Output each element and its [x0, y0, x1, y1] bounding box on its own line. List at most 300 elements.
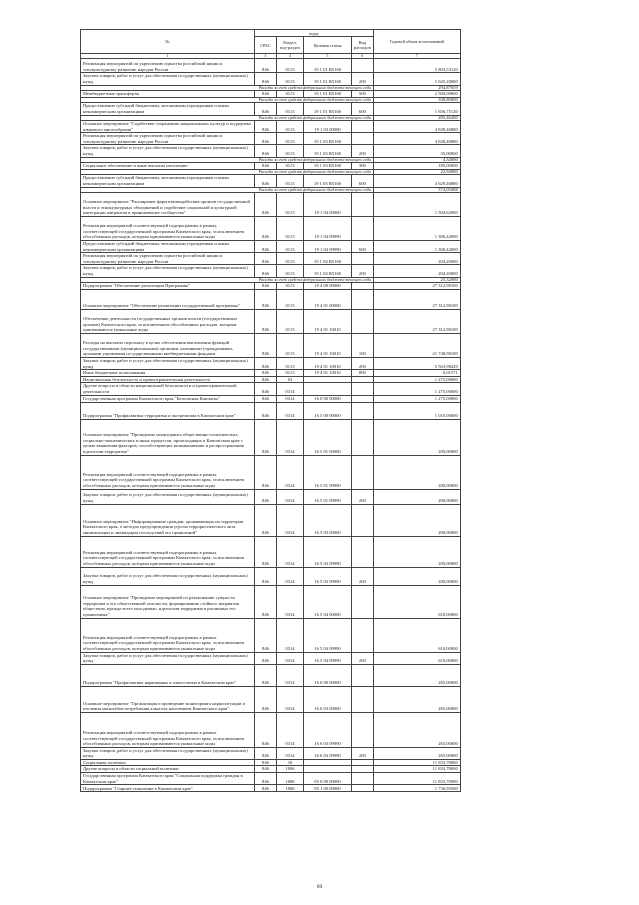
amount-cell: 1 300,42000: [373, 240, 460, 252]
expense-type-cell: 200: [352, 265, 374, 277]
header-sum: Годовой объем ассигнований: [373, 30, 460, 54]
expense-type-cell: 300: [352, 162, 374, 169]
target-article-cell: 19 1 03 R5160: [304, 133, 352, 145]
target-article-cell: 16 5 04 09990: [304, 618, 352, 652]
table-row: [81, 216, 461, 240]
description-cell: Закупка товаров, работ и услуг для обеспечения государственных (муниципальных) нужд: [81, 652, 255, 664]
target-article-cell: 16 6 00 00000: [304, 664, 352, 686]
target-article-cell: 16 6 03 00000: [304, 686, 352, 712]
target-article-cell: 19 4 01 10010: [304, 357, 352, 369]
table-row: [81, 133, 461, 145]
table-body: [81, 59, 461, 792]
table-row: [81, 652, 461, 664]
grbs-cell: 846: [255, 253, 277, 265]
expense-type-cell: 200: [352, 652, 374, 664]
expense-type-cell: 200: [352, 145, 374, 157]
grbs-cell: 846: [255, 773, 277, 785]
expense-type-cell: 600: [352, 240, 374, 252]
table-row: [81, 376, 461, 383]
amount-cell: 4,34000: [373, 157, 460, 162]
description-cell: Закупка товаров, работ и услуг для обеспечения государственных (муниципальных) нужд: [81, 489, 255, 504]
amount-cell: 35,00000: [373, 145, 460, 157]
header-expense-type: Вид расходов: [352, 37, 374, 54]
grbs-cell: 846: [255, 133, 277, 145]
description-cell: Подпрограмма "Профилактика терроризма и экстремизма в Камчатском крае": [81, 402, 255, 419]
description-cell: Предоставление субсидий бюджетным, автономным учреждениям и иным некоммерческим организациям: [81, 175, 255, 187]
description-cell: Государственная программа Камчатского края "Социальная поддержка граждан в Камчатском крае": [81, 773, 255, 785]
table-row: [81, 712, 461, 747]
target-article-cell: 19 1 03 R5160: [304, 145, 352, 157]
table-row: [81, 419, 461, 455]
section-cell: 0314: [277, 402, 304, 419]
table-row: [81, 747, 461, 759]
index-cell: 1: [81, 54, 255, 59]
section-cell: 0113: [277, 357, 304, 369]
section-cell: 0314: [277, 455, 304, 489]
amount-cell: 22,94000: [373, 169, 460, 174]
description-cell: Реализация мероприятий соответствующей подпрограммы в рамках соответствующей государственной программы Камчатского края, за исключением обособленных расходов, которым присваиваются уникальные коды: [81, 536, 255, 567]
expense-type-cell: [352, 686, 374, 712]
description-cell: Закупка товаров, работ и услуг для обеспечения государственных (муниципальных) нужд: [81, 145, 255, 157]
expense-type-cell: [352, 282, 374, 289]
table-row: [81, 333, 461, 357]
description-cell: Реализация мероприятий по укреплению единства российской нации и этнокультурному развитию народов России: [81, 59, 255, 73]
amount-cell: 4 629,46880: [373, 175, 460, 187]
section-cell: 0113: [277, 253, 304, 265]
table-row: [81, 686, 461, 712]
note-text: Расходы за счет средств федерального бюджета текущего года: [255, 98, 374, 103]
target-article-cell: 19 1 04 R5160: [304, 253, 352, 265]
grbs-cell: 846: [255, 370, 277, 377]
table-row: [81, 766, 461, 773]
amount-cell: 200,00000: [373, 489, 460, 504]
grbs-cell: 846: [255, 383, 277, 395]
amount-cell: 25,32080: [373, 277, 460, 282]
amount-cell: 5 803,53120: [373, 59, 460, 73]
target-article-cell: 19 1 01 R5160: [304, 73, 352, 85]
section-cell: 1006: [277, 766, 304, 773]
section-cell: 0314: [277, 686, 304, 712]
target-article-cell: 19 1 01 R5160: [304, 59, 352, 73]
note-text: Расходы за счет средств федерального бюджета текущего года: [255, 85, 374, 90]
amount-cell: 1 736,95500: [373, 785, 460, 792]
header-grbs: ГРБС: [255, 37, 277, 54]
table-row: [81, 282, 461, 289]
amount-cell: 265,00000: [373, 712, 460, 747]
amount-cell: 0,01571: [373, 370, 460, 377]
amount-cell: 2 500,00000: [373, 91, 460, 98]
grbs-cell: 846: [255, 121, 277, 133]
target-article-cell: 19 1 04 09990: [304, 240, 352, 252]
target-article-cell: 19 1 04 00000: [304, 192, 352, 216]
section-cell: 1006: [277, 785, 304, 792]
description-cell: Социальная политика: [81, 759, 255, 766]
target-article-cell: 16 5 01 00000: [304, 419, 352, 455]
grbs-cell: 846: [255, 785, 277, 792]
grbs-cell: 846: [255, 652, 277, 664]
table-row: [81, 773, 461, 785]
section-cell: 0314: [277, 395, 304, 402]
grbs-cell: 846: [255, 585, 277, 618]
amount-cell: 11 833,78000: [373, 766, 460, 773]
section-cell: 0314: [277, 504, 304, 536]
note-text: Расходы за счет средств федерального бюджета текущего года: [255, 157, 374, 162]
grbs-cell: 846: [255, 282, 277, 289]
page-number: 69: [316, 884, 323, 890]
description-cell: Реализация мероприятий соответствующей подпрограммы в рамках соответствующей государственной программы Камчатского края, за исключением обособленных расходов, которым присваиваются уникальные коды: [81, 712, 255, 747]
target-article-cell: [304, 766, 352, 773]
grbs-cell: 846: [255, 265, 277, 277]
amount-cell: 294,87659: [373, 85, 460, 90]
description-cell: Основное мероприятие "Организация и проведение мониторинга наркоситуации и изучения масштабов потребления алкоголя населением Камчатского края": [81, 686, 255, 712]
expense-type-cell: [352, 504, 374, 536]
target-article-cell: 19 4 01 10010: [304, 370, 352, 377]
expense-type-cell: [352, 289, 374, 309]
section-cell: 10: [277, 759, 304, 766]
index-cell: 7: [373, 54, 460, 59]
grbs-cell: 846: [255, 240, 277, 252]
section-cell: 0113: [277, 216, 304, 240]
target-article-cell: 19 1 03 00000: [304, 121, 352, 133]
target-article-cell: 16 5 04 00000: [304, 585, 352, 618]
grbs-cell: 846: [255, 567, 277, 585]
target-article-cell: 19 4 01 00000: [304, 289, 352, 309]
description-cell: Реализация мероприятий соответствующей подпрограммы в рамках соответствующей государственной программы Камчатского края, за исключением обособленных расходов, которым присваиваются уникальные коды: [81, 455, 255, 489]
description-cell: Другие вопросы в области национальной безопасности и правоохранительной деятельности: [81, 383, 255, 395]
amount-cell: 200,00000: [373, 455, 460, 489]
amount-cell: 1 504,62000: [373, 192, 460, 216]
amount-cell: 1 010,00000: [373, 402, 460, 419]
note-text: Расходы за счет средств федерального бюджета текущего года: [255, 115, 374, 120]
description-cell: Основное мероприятие "Информирование граждан, проживающих на территории Камчатского края, о методах предупреждения угрозы террористического акта, минимизации и ликвидации последствий его проявлений": [81, 504, 255, 536]
target-article-cell: 19 1 01 R5160: [304, 103, 352, 115]
amount-cell: 11 833,78000: [373, 759, 460, 766]
grbs-cell: 846: [255, 402, 277, 419]
expense-type-cell: [352, 664, 374, 686]
table-row: [81, 370, 461, 377]
section-cell: 0113: [277, 103, 304, 115]
description-cell: Реализация мероприятий по укреплению единства российской нации и этнокультурному развитию народов России: [81, 133, 255, 145]
grbs-cell: 846: [255, 376, 277, 383]
section-cell: 0314: [277, 664, 304, 686]
table-row: [81, 59, 461, 73]
expense-type-cell: [352, 766, 374, 773]
grbs-cell: 846: [255, 192, 277, 216]
amount-cell: 185,00000: [373, 162, 460, 169]
target-article-cell: 16 5 00 00000: [304, 402, 352, 419]
section-cell: 0314: [277, 712, 304, 747]
grbs-cell: 846: [255, 309, 277, 333]
section-cell: 0113: [277, 282, 304, 289]
table-row: [81, 618, 461, 652]
grbs-cell: 846: [255, 536, 277, 567]
grbs-cell: 846: [255, 216, 277, 240]
target-article-cell: 19 1 04 R5160: [304, 265, 352, 277]
section-cell: 0314: [277, 536, 304, 567]
grbs-cell: 846: [255, 766, 277, 773]
target-article-cell: 19 1 01 R5160: [304, 91, 352, 98]
amount-cell: 610,00000: [373, 618, 460, 652]
grbs-cell: 846: [255, 103, 277, 115]
expense-type-cell: 800: [352, 370, 374, 377]
target-article-cell: 16 5 01 09990: [304, 489, 352, 504]
grbs-cell: 846: [255, 145, 277, 157]
expense-type-cell: 200: [352, 567, 374, 585]
amount-cell: 265,00000: [373, 664, 460, 686]
note-text: Расходы за счет средств федерального бюджета текущего года: [255, 277, 374, 282]
section-cell: 0113: [277, 309, 304, 333]
grbs-cell: 846: [255, 333, 277, 357]
target-article-cell: 16 6 03 09990: [304, 747, 352, 759]
table-row: [81, 383, 461, 395]
amount-cell: 265,00000: [373, 747, 460, 759]
amount-cell: 27 312,90100: [373, 282, 460, 289]
amount-cell: 204,20000: [373, 265, 460, 277]
amount-cell: 1 300,42000: [373, 216, 460, 240]
amount-cell: 4 849,46880: [373, 133, 460, 145]
table-row: [81, 103, 461, 115]
expense-type-cell: 600: [352, 103, 374, 115]
section-cell: 0113: [277, 265, 304, 277]
section-cell: 0314: [277, 585, 304, 618]
section-cell: 0113: [277, 145, 304, 157]
section-cell: 0113: [277, 192, 304, 216]
amount-cell: 265,00000: [373, 686, 460, 712]
expense-type-cell: 200: [352, 489, 374, 504]
target-article-cell: 16 5 03 09990: [304, 567, 352, 585]
table-row: [81, 265, 461, 277]
amount-cell: 204,20000: [373, 253, 460, 265]
expense-type-cell: 200: [352, 747, 374, 759]
description-cell: Основное мероприятие "Проведение мероприятий по разъяснению сущности терроризма и его общественной опасности, формированию стойкого неприятия обществом, прежде всего молодежью, идеологии терроризма в различных его проявлениях": [81, 585, 255, 618]
table-row: [81, 309, 461, 333]
section-cell: 1006: [277, 773, 304, 785]
amount-cell: 27 312,90100: [373, 289, 460, 309]
table-row: [81, 91, 461, 98]
expense-type-cell: [352, 759, 374, 766]
target-article-cell: [304, 376, 352, 383]
description-cell: Основное мероприятие "Обеспечение реализации государственной программы": [81, 289, 255, 309]
grbs-cell: 846: [255, 618, 277, 652]
grbs-cell: 846: [255, 73, 277, 85]
expense-type-cell: [352, 419, 374, 455]
grbs-cell: 846: [255, 712, 277, 747]
amount-cell: 1 275,00000: [373, 383, 460, 395]
amount-cell: 1 275,00000: [373, 395, 460, 402]
description-cell: Социальное обеспечение и иные выплаты населению: [81, 162, 255, 169]
amount-cell: 610,00000: [373, 585, 460, 618]
header-razdel: Раздел, под-раздел: [277, 37, 304, 54]
amount-cell: 610,00000: [373, 652, 460, 664]
description-cell: Обеспечение деятельности государственных органов власти (государственных органов) Камчатского края, за исключением обособленных расходов, которым присваиваются уникальные коды: [81, 309, 255, 333]
section-cell: 0113: [277, 240, 304, 252]
target-article-cell: 05 0 00 00000: [304, 773, 352, 785]
target-article-cell: [304, 383, 352, 395]
description-cell: Закупка товаров, работ и услуг для обеспечения государственных (муниципальных) нужд: [81, 357, 255, 369]
amount-cell: 200,00000: [373, 419, 460, 455]
section-cell: 0113: [277, 175, 304, 187]
index-cell: 6: [352, 54, 374, 59]
expense-type-cell: [352, 712, 374, 747]
amount-cell: 21 748,90100: [373, 333, 460, 357]
expense-type-cell: [352, 309, 374, 333]
description-cell: Реализация мероприятий соответствующей подпрограммы в рамках соответствующей государственной программы Камчатского края, за исключением обособленных расходов, которым присваиваются уникальные коды: [81, 216, 255, 240]
table-row: [81, 536, 461, 567]
amount-cell: 338,80000: [373, 98, 460, 103]
table-row: [81, 175, 461, 187]
description-cell: Подпрограмма "Профилактика наркомании и алкоголизма в Камчатском крае": [81, 664, 255, 686]
header-codes-group: коды: [255, 30, 374, 37]
expense-type-cell: [352, 192, 374, 216]
grbs-cell: 846: [255, 357, 277, 369]
index-cell: 4: [277, 54, 304, 59]
table-row: [81, 162, 461, 169]
expense-type-cell: [352, 455, 374, 489]
expense-type-cell: 500: [352, 91, 374, 98]
expense-type-cell: 200: [352, 73, 374, 85]
table-row: [81, 253, 461, 265]
expense-type-cell: [352, 121, 374, 133]
expense-type-cell: [352, 216, 374, 240]
expense-type-cell: 200: [352, 357, 374, 369]
grbs-cell: 846: [255, 686, 277, 712]
target-article-cell: 05 1 00 00000: [304, 785, 352, 792]
section-cell: 0113: [277, 162, 304, 169]
table-row: [81, 395, 461, 402]
expense-type-cell: [352, 253, 374, 265]
index-cell: 5: [304, 54, 352, 59]
description-cell: Национальная безопасность и правоохранительная деятельность: [81, 376, 255, 383]
amount-cell: 1 656,75120: [373, 103, 460, 115]
target-article-cell: 16 6 03 09990: [304, 712, 352, 747]
section-cell: 0314: [277, 567, 304, 585]
section-cell: 0113: [277, 370, 304, 377]
target-article-cell: 19 1 04 09990: [304, 216, 352, 240]
section-cell: 0113: [277, 73, 304, 85]
grbs-cell: 846: [255, 455, 277, 489]
expense-type-cell: [352, 773, 374, 785]
section-cell: 0113: [277, 91, 304, 98]
target-article-cell: 19 4 01 10010: [304, 309, 352, 333]
section-cell: 0314: [277, 652, 304, 664]
grbs-cell: 846: [255, 759, 277, 766]
target-article-cell: 16 5 03 09990: [304, 536, 352, 567]
target-article-cell: 16 5 03 00000: [304, 504, 352, 536]
expense-type-cell: [352, 402, 374, 419]
description-cell: Иные бюджетные ассигнования: [81, 370, 255, 377]
expense-type-cell: [352, 785, 374, 792]
grbs-cell: 846: [255, 162, 277, 169]
amount-cell: 1 275,00000: [373, 376, 460, 383]
amount-cell: 200,00000: [373, 567, 460, 585]
description-cell: Предоставление субсидий бюджетным, автономным учреждениям и иным некоммерческим организациям: [81, 103, 255, 115]
description-cell: Подпрограмма "Старшее поколение в Камчатском крае": [81, 785, 255, 792]
description-cell: Межбюджетные трансферты: [81, 91, 255, 98]
target-article-cell: 19 4 00 00000: [304, 282, 352, 289]
target-article-cell: 19 1 03 R5160: [304, 175, 352, 187]
index-cell: 3: [255, 54, 277, 59]
grbs-cell: 846: [255, 489, 277, 504]
section-cell: 0314: [277, 618, 304, 652]
table-row: [81, 240, 461, 252]
description-cell: Другие вопросы в области социальной политики: [81, 766, 255, 773]
section-cell: 0314: [277, 383, 304, 395]
description-cell: Реализация мероприятий по укреплению единства российской нации и этнокультурному развитию народов России: [81, 253, 255, 265]
description-cell: Закупка товаров, работ и услуг для обеспечения государственных (муниципальных) нужд: [81, 747, 255, 759]
amount-cell: 5 563,98429: [373, 357, 460, 369]
table-row: [81, 785, 461, 792]
grbs-cell: 846: [255, 664, 277, 686]
description-cell: Реализация мероприятий соответствующей подпрограммы в рамках соответствующей государственной программы Камчатского края, за исключением обособленных расходов, которым присваиваются уникальные коды: [81, 618, 255, 652]
expense-type-cell: [352, 376, 374, 383]
grbs-cell: 846: [255, 175, 277, 187]
table-row: [81, 489, 461, 504]
target-article-cell: 16 5 04 09990: [304, 652, 352, 664]
grbs-cell: 846: [255, 504, 277, 536]
amount-cell: 200,00000: [373, 536, 460, 567]
table-row: [81, 664, 461, 686]
header-target-article: Целевая статья: [304, 37, 352, 54]
table-row: [81, 504, 461, 536]
target-article-cell: 16 5 01 09990: [304, 455, 352, 489]
section-cell: 0113: [277, 289, 304, 309]
expense-type-cell: [352, 618, 374, 652]
description-cell: Основное мероприятие "Расширение форм взаимодействия органов государственной власти и этнокультурных объединений и содействие социальной и культурной интеграции мигрантов в принимающее сообщество": [81, 192, 255, 216]
table-row: [81, 145, 461, 157]
table-row: [81, 121, 461, 133]
expense-type-cell: 100: [352, 333, 374, 357]
table-row: [81, 585, 461, 618]
note-text: Расходы за счет средств федерального бюджета текущего года: [255, 187, 374, 192]
expense-type-cell: [352, 59, 374, 73]
table-row: [81, 759, 461, 766]
amount-cell: 1 645,20000: [373, 73, 460, 85]
target-article-cell: 19 1 03 R5160: [304, 162, 352, 169]
grbs-cell: 846: [255, 395, 277, 402]
section-cell: 0113: [277, 333, 304, 357]
expense-type-cell: [352, 395, 374, 402]
description-cell: Основное мероприятие "Проведение мониторинга общественно-политических, социально-экономических и иных процессов, происходящих в Камчатском крае с целью выявления факторов, способствующих возникновению и распространению идеологии терроризма": [81, 419, 255, 455]
target-article-cell: 19 4 01 10010: [304, 333, 352, 357]
grbs-cell: 846: [255, 419, 277, 455]
amount-cell: 11 833,78000: [373, 773, 460, 785]
description-cell: Основное мероприятие "Содействие сохранению национальных культур и поддержка языкового многообразия": [81, 121, 255, 133]
expense-type-cell: [352, 536, 374, 567]
table-row: [81, 192, 461, 216]
section-cell: 0113: [277, 133, 304, 145]
description-cell: Закупка товаров, работ и услуг для обеспечения государственных (муниципальных) нужд: [81, 73, 255, 85]
grbs-cell: 846: [255, 289, 277, 309]
table-row: [81, 289, 461, 309]
expense-type-cell: [352, 133, 374, 145]
expense-type-cell: [352, 585, 374, 618]
description-cell: Закупка товаров, работ и услуг для обеспечения государственных (муниципальных) нужд: [81, 265, 255, 277]
description-cell: Государственная программа Камчатского края "Безопасная Камчатка": [81, 395, 255, 402]
section-cell: 0314: [277, 747, 304, 759]
grbs-cell: 846: [255, 91, 277, 98]
expense-type-cell: 600: [352, 175, 374, 187]
table-row: [81, 357, 461, 369]
section-cell: 0113: [277, 121, 304, 133]
table-row: [81, 455, 461, 489]
amount-cell: 200,00000: [373, 504, 460, 536]
description-cell: Подпрограмма "Обеспечение реализации Программы": [81, 282, 255, 289]
table-row: [81, 567, 461, 585]
amount-cell: 205,46200: [373, 115, 460, 120]
section-cell: 0314: [277, 489, 304, 504]
description-cell: Предоставление субсидий бюджетным, автономным учреждениям и иным некоммерческим организациям: [81, 240, 255, 252]
description-cell: Закупка товаров, работ и услуг для обеспечения государственных (муниципальных) нужд: [81, 567, 255, 585]
